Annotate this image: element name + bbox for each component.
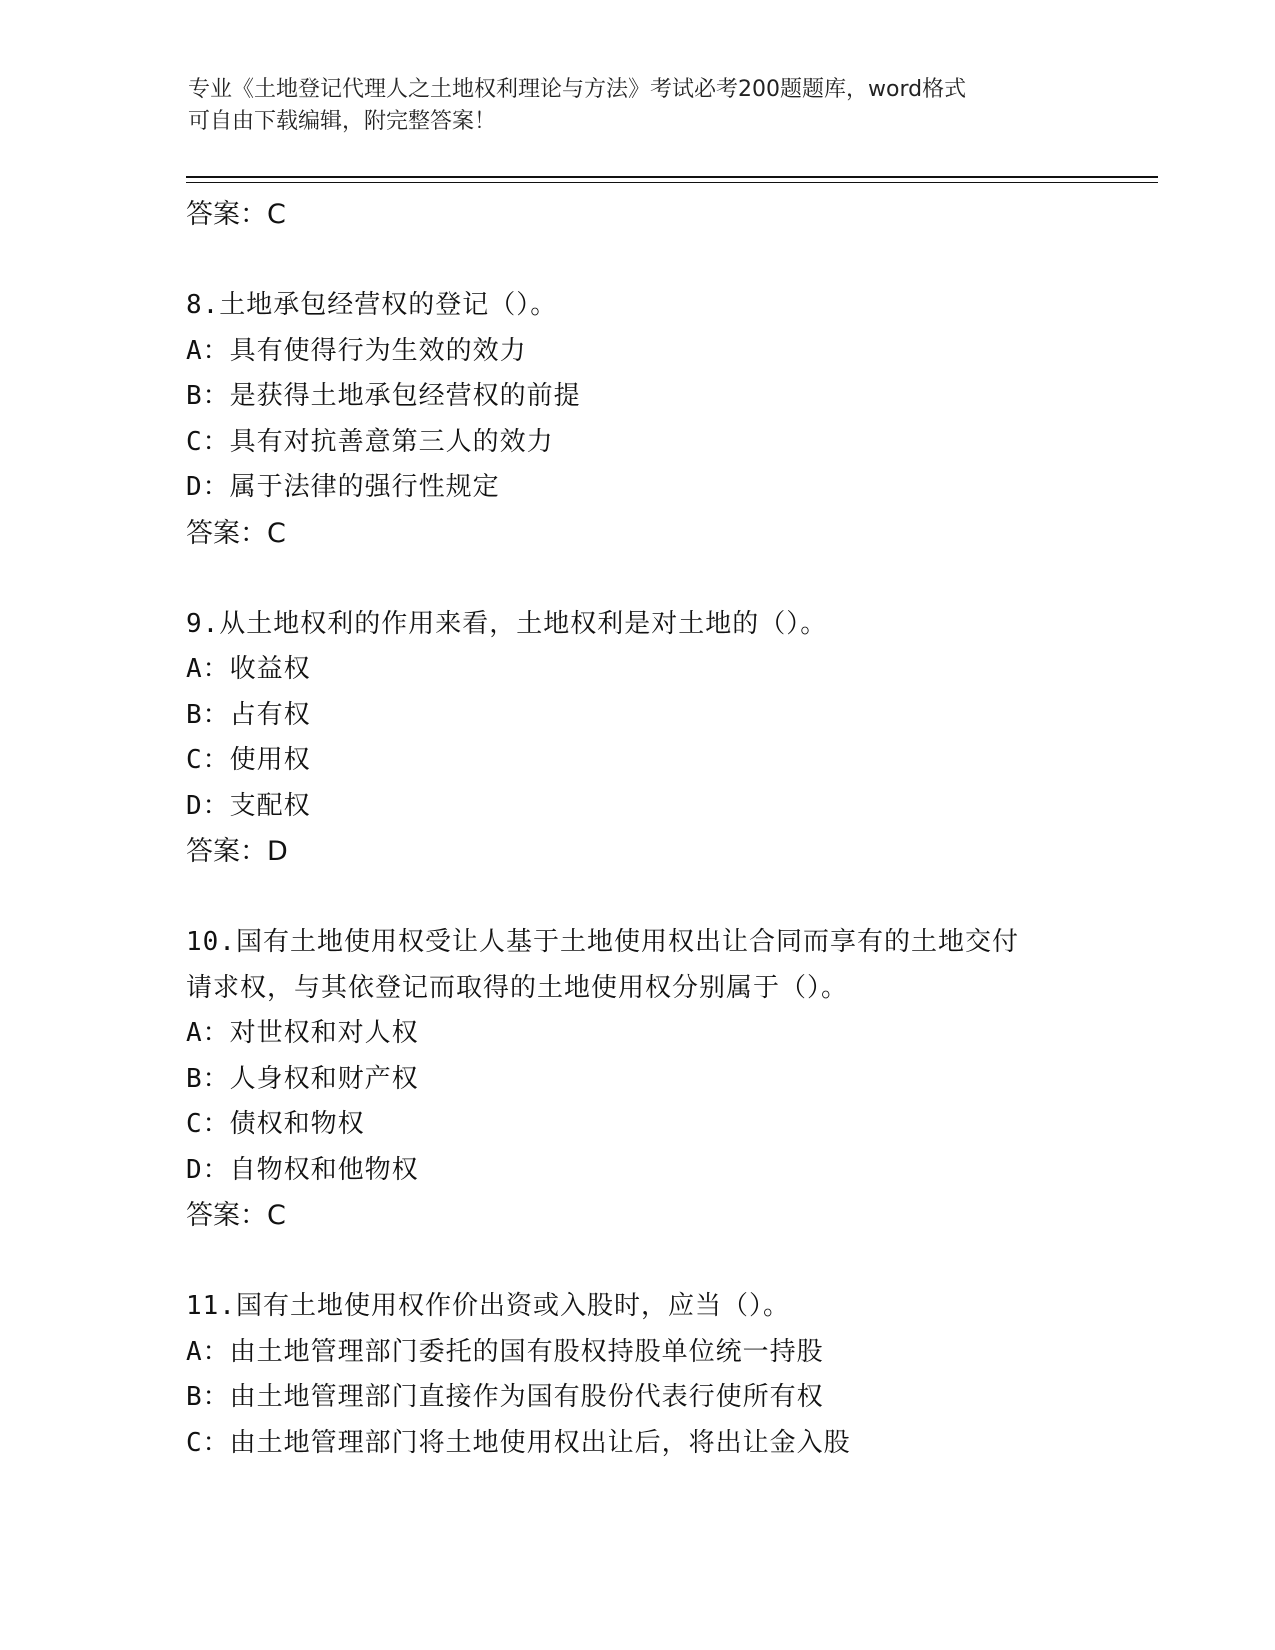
option-d: D：属于法律的强行性规定 — [186, 472, 500, 502]
spacer — [186, 556, 1146, 602]
question-block — [186, 283, 1146, 556]
answer: 答案：D — [186, 836, 288, 867]
option-c: C：具有对抗善意第三人的效力 — [186, 426, 554, 457]
question-stem-continued: 请求权，与其依登记而取得的土地使用权分别属于（）。 — [186, 972, 849, 1003]
question-stem: 8.土地承包经营权的登记（）。 — [186, 290, 558, 320]
answer: 答案：C — [186, 1200, 286, 1231]
option-a: A：对世权和对人权 — [186, 1018, 419, 1048]
question-stem: 10.国有土地使用权受让人基于土地使用权出让合同而享有的土地交付 — [186, 927, 1019, 957]
option-d: D：自物权和他物权 — [186, 1154, 419, 1185]
option-d: D：支配权 — [186, 790, 311, 821]
question-list — [186, 192, 1146, 1466]
option-c: C：由土地管理部门将土地使用权出让后，将出让金入股 — [186, 1427, 851, 1458]
spacer — [186, 238, 1146, 284]
spacer — [186, 875, 1146, 921]
option-a: A：具有使得行为生效的效力 — [186, 335, 527, 366]
option-b: B：由土地管理部门直接作为国有股份代表行使所有权 — [186, 1382, 824, 1412]
header-divider-thick — [186, 176, 1158, 178]
header-line-2: 可自由下载编辑，附完整答案！ — [188, 109, 497, 134]
option-c: C：债权和物权 — [186, 1109, 365, 1139]
option-a: A：收益权 — [186, 654, 311, 684]
option-a: A：由土地管理部门委托的国有股权持股单位统一持股 — [186, 1336, 824, 1367]
question-block — [186, 1284, 1146, 1466]
answer: 答案：C — [186, 517, 286, 549]
spacer — [186, 1239, 1146, 1285]
option-b: B：占有权 — [186, 699, 311, 730]
question-stem: 9.从土地权利的作用来看，土地权利是对土地的（）。 — [186, 608, 828, 639]
option-c: C：使用权 — [186, 745, 311, 775]
header-divider-thin — [186, 182, 1158, 183]
document-header — [188, 74, 1088, 138]
question-stem: 11.国有土地使用权作价出资或入股时，应当（）。 — [186, 1291, 790, 1321]
question-block — [186, 602, 1146, 875]
question-block — [186, 920, 1146, 1239]
header-line-1: 专业《土地登记代理人之土地权利理论与方法》考试必考200题题库，word格式 — [188, 77, 967, 102]
previous-answer: 答案：C — [186, 199, 286, 230]
option-b: B：人身权和财产权 — [186, 1063, 419, 1094]
option-b: B：是获得土地承包经营权的前提 — [186, 381, 581, 411]
